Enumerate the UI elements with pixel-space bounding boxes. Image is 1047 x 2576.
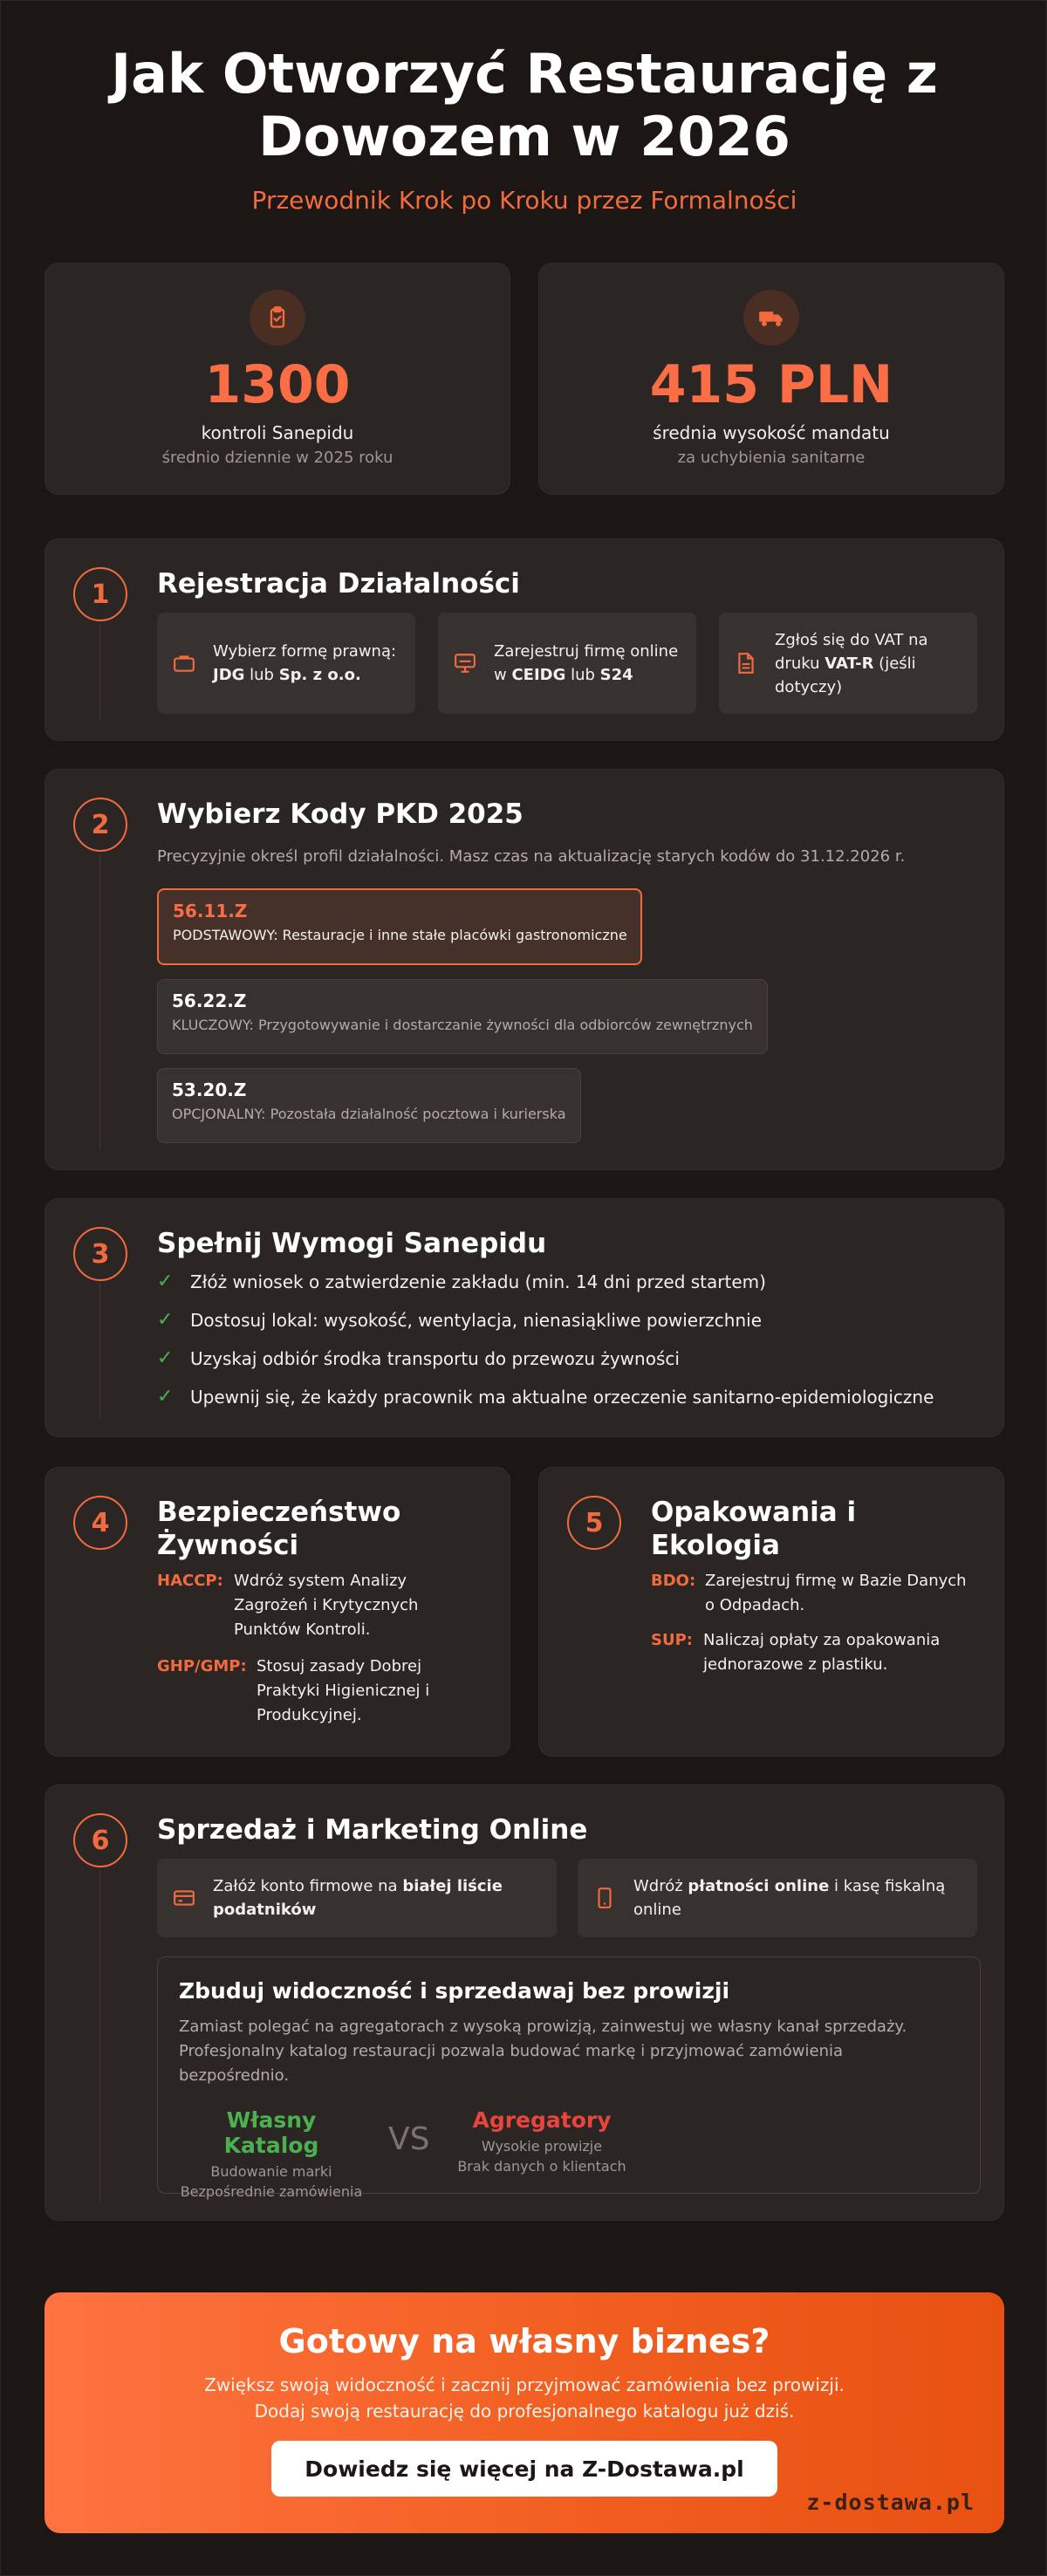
- own-catalog-column: [179, 2107, 364, 2200]
- delivery-truck-icon: [743, 290, 799, 346]
- item-key: GHP/GMP:: [157, 1657, 247, 1675]
- bdo-item: [651, 1569, 991, 1621]
- item-value: Stosuj zasady Dobrej Praktyki Higienicznej i Produkcyjnej.: [257, 1657, 430, 1724]
- pkd-code: 56.11.Z: [173, 901, 248, 921]
- ghp-gmp-item: [157, 1655, 489, 1733]
- stat-label: kontroli Sanepidu: [201, 422, 354, 443]
- pkd-code-key: [157, 979, 768, 1054]
- step-number: 2: [73, 798, 127, 852]
- own-catalog-title: Własny Katalog: [223, 2107, 319, 2158]
- tile-text: Załóż konto firmowe na białej liście podatników: [213, 1877, 503, 1919]
- tile-online-payments: [578, 1859, 977, 1937]
- stat-card-inspections: [44, 263, 510, 495]
- visibility-box: [157, 1956, 981, 2200]
- box-title: Zbuduj widoczność i sprzedawaj bez prowizji: [179, 1978, 730, 2004]
- tile-text: Zgłoś się do VAT na druku VAT-R (jeśli dotyczy): [775, 630, 928, 696]
- tile-business-account: [157, 1859, 557, 1937]
- pkd-code-optional: [157, 1068, 581, 1143]
- step-5-packaging: [538, 1467, 1004, 1757]
- item-key: SUP:: [651, 1631, 693, 1649]
- step-connector-line: [99, 853, 100, 1150]
- tile-register-online: [438, 613, 696, 714]
- tile-text: Wdróż płatności online i kasę fiskalną online: [633, 1877, 946, 1919]
- checklist-item: ✓ Dostosuj lokal: wysokość, wentylacja, nienasiąkliwe powierzchnie: [157, 1309, 763, 1331]
- step-number: 1: [73, 567, 127, 621]
- page-subtitle: Przewodnik Krok po Kroku przez Formalności: [251, 186, 797, 215]
- sup-item: [651, 1628, 991, 1681]
- section-title: Opakowania i Ekologia: [651, 1497, 857, 1561]
- credit-card-icon: [171, 1888, 197, 1908]
- step-connector-line: [99, 1283, 100, 1419]
- item-value: Naliczaj opłaty za opakowania jednorazowe z plastiku.: [703, 1631, 941, 1674]
- box-text: Zamiast polegać na agregatorach z wysoką prowizją, zainwestuj we własny kanał sprzedaży. Profesjonalny katalog restauracji pozwala budować markę i przyjmować zamówienia bezpośrednio.: [179, 2018, 907, 2085]
- item-value: Wdróż system Analizy Zagrożeń i Krytycznych Punktów Kontroli.: [234, 1572, 419, 1639]
- tile-text: Zarejestruj firmę online w CEIDG lub S24: [494, 642, 679, 684]
- tile-text: Wybierz formę prawną: JDG lub Sp. z o.o.: [213, 642, 397, 684]
- cta-button[interactable]: Dowiedz się więcej na Z-Dostawa.pl: [271, 2441, 777, 2497]
- item-key: HACCP:: [157, 1572, 223, 1590]
- tile-legal-form: [157, 613, 415, 714]
- pkd-code-primary: [157, 888, 642, 965]
- step-number: 4: [73, 1496, 127, 1550]
- checkmark-icon: ✓: [157, 1347, 174, 1369]
- step-connector-line: [99, 623, 100, 719]
- step-number: 3: [73, 1227, 127, 1281]
- tile-vat: [719, 613, 977, 714]
- checkmark-icon: ✓: [157, 1271, 174, 1292]
- section-title: Wybierz Kody PKD 2025: [157, 798, 524, 830]
- checklist-item: ✓ Upewnij się, że każdy pracownik ma aktualne orzeczenie sanitarno-epidemiologiczne: [157, 1386, 934, 1408]
- title-line-2: Dowozem w 2026: [258, 105, 790, 168]
- smartphone-icon: [592, 1887, 618, 1909]
- cta-text-2: Dodaj swoją restaurację do profesjonalnego katalogu już dziś.: [254, 2401, 795, 2422]
- aggregators-title: Agregatory: [472, 2107, 612, 2133]
- cta-banner: [44, 2292, 1004, 2533]
- section-title: Bezpieczeństwo Żywności: [157, 1497, 401, 1561]
- aggregators-point: Wysokie prowizje: [481, 2138, 603, 2155]
- step-4-food-safety: [44, 1467, 510, 1757]
- aggregators-point: Brak danych o klientach: [457, 2158, 626, 2175]
- pkd-code: 53.20.Z: [172, 1079, 247, 1100]
- pkd-description: OPCJONALNY: Pozostała działalność pocztowa i kurierska: [172, 1106, 566, 1122]
- stat-label: średnia wysokość mandatu: [653, 422, 890, 443]
- section-description: Precyzyjnie określ profil działalności. Masz czas na aktualizację starych kodów do 31.12.2026 r.: [157, 847, 906, 866]
- briefcase-icon: [171, 654, 197, 673]
- cta-text-1: Zwiększ swoją widoczność i zacznij przyjmować zamówienia bez prowizji.: [204, 2374, 845, 2395]
- cta-title: Gotowy na własny biznes?: [278, 2322, 770, 2360]
- stat-value: 415 PLN: [649, 354, 893, 415]
- section-title: Sprzedaż i Marketing Online: [157, 1814, 588, 1846]
- step-number: 6: [73, 1813, 127, 1867]
- section-title: Spełnij Wymogi Sanepidu: [157, 1228, 547, 1259]
- stat-value: 1300: [204, 354, 351, 415]
- checkmark-icon: ✓: [157, 1309, 174, 1331]
- pkd-description: PODSTAWOWY: Restauracje i inne stałe placówki gastronomiczne: [173, 927, 627, 943]
- aggregators-column: [455, 2107, 629, 2175]
- item-key: BDO:: [651, 1572, 696, 1590]
- pkd-code: 56.22.Z: [172, 990, 247, 1011]
- item-value: Zarejestruj firmę w Bazie Danych o Odpadach.: [705, 1572, 967, 1614]
- section-title: Rejestracja Działalności: [157, 568, 520, 599]
- own-catalog-point: Budowanie marki: [210, 2163, 332, 2180]
- step-3-sanepid: [44, 1198, 1004, 1437]
- stat-sublabel: średnio dziennie w 2025 roku: [161, 449, 393, 467]
- checklist-item: ✓ Złóż wniosek o zatwierdzenie zakładu (min. 14 dni przed startem): [157, 1271, 766, 1292]
- brand-link[interactable]: z-dostawa.pl: [806, 2490, 975, 2515]
- haccp-item: [157, 1569, 489, 1648]
- checkmark-icon: ✓: [157, 1386, 174, 1408]
- step-connector-line: [99, 1869, 100, 2201]
- vs-label: VS: [388, 2121, 430, 2157]
- stat-sublabel: za uchybienia sanitarne: [677, 449, 866, 467]
- checklist-item: ✓ Uzyskaj odbiór środka transportu do przewozu żywności: [157, 1347, 680, 1369]
- step-number: 5: [567, 1496, 621, 1550]
- step-1-registration: [44, 538, 1004, 741]
- own-catalog-point: Bezpośrednie zamówienia: [180, 2183, 363, 2200]
- document-icon: [733, 652, 759, 675]
- stat-card-fine: [538, 263, 1004, 495]
- title-line-1: Jak Otworzyć Restaurację z: [111, 42, 938, 106]
- pkd-description: KLUCZOWY: Przygotowywanie i dostarczanie żywności dla odbiorców zewnętrznych: [172, 1017, 753, 1033]
- step-6-sales-marketing: [44, 1785, 1004, 2221]
- clipboard-check-icon: [250, 290, 305, 346]
- monitor-icon: [452, 653, 478, 674]
- page-title: [1, 43, 1047, 168]
- step-2-pkd-codes: [44, 769, 1004, 1170]
